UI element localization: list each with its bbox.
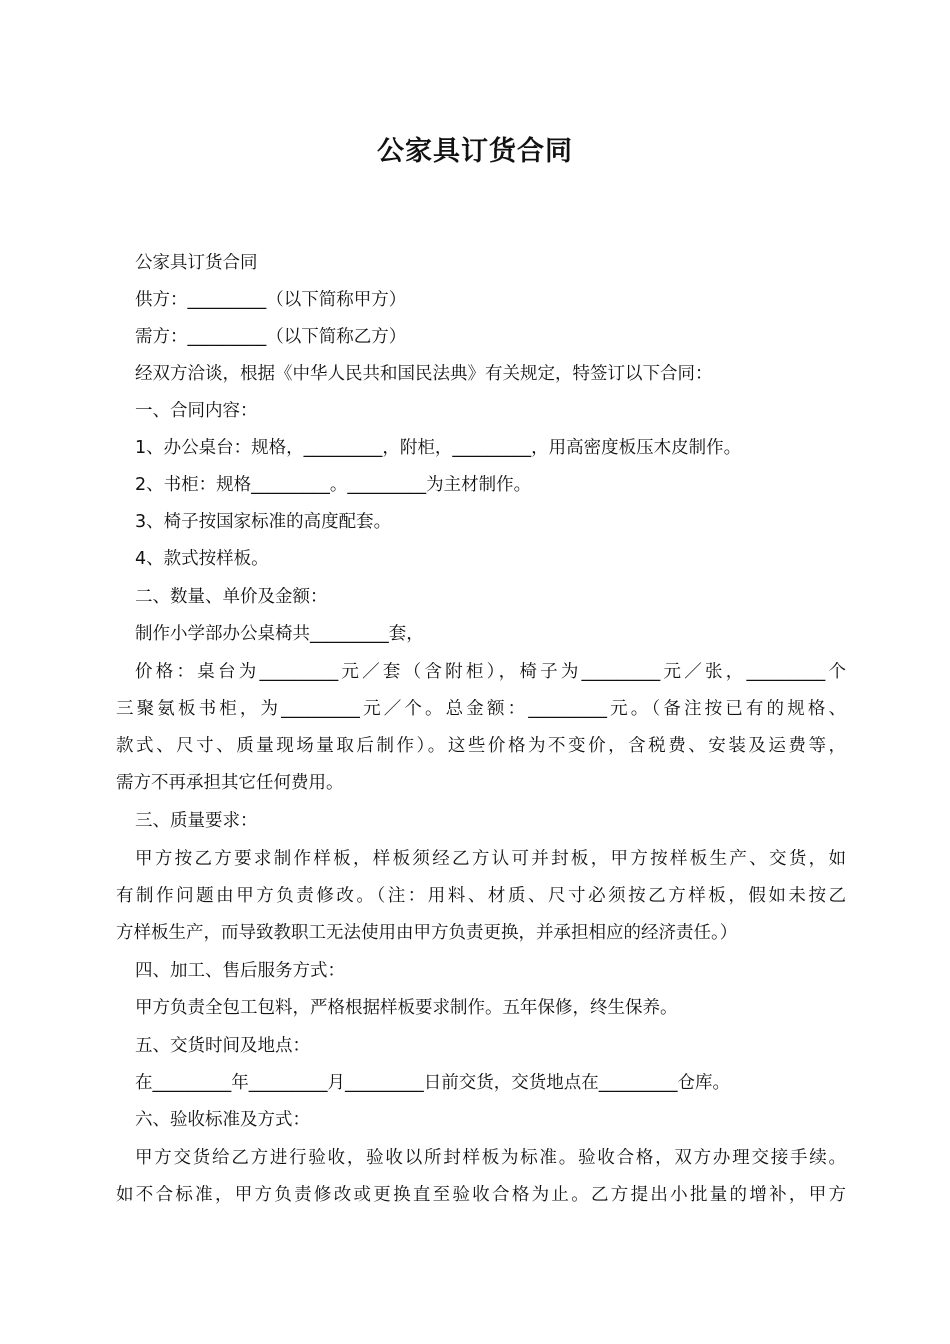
acceptance-line-1: 甲方交货给乙方进行验收，验收以所封样板为标准。验收合格，双方办理交接手续。	[135, 1148, 846, 1168]
item-3-chair: 3、椅子按国家标准的高度配套。	[135, 512, 392, 532]
quantity-line: 制作小学部办公桌椅共_________套，	[135, 624, 424, 644]
contract-heading: 公家具订货合同	[135, 253, 258, 273]
supplier-line: 供方：_________（以下简称甲方）	[135, 290, 407, 310]
section-2-heading: 二、数量、单价及金额：	[135, 587, 328, 607]
section-5-heading: 五、交货时间及地点：	[135, 1036, 310, 1056]
service-line: 甲方负责全包工包料，严格根据样板要求制作。五年保修，终生保养。	[135, 998, 678, 1018]
section-3-heading: 三、质量要求：	[135, 811, 258, 831]
section-6-heading: 六、验收标准及方式：	[135, 1110, 310, 1130]
item-2-bookcase: 2、书柜：规格_________。_________为主材制作。	[135, 475, 532, 495]
document-title: 公家具订货合同	[377, 136, 573, 167]
item-1-desk: 1、办公桌台：规格，_________，附柜，_________，用高密度板压木皮制作。	[135, 438, 742, 458]
delivery-line: 在_________年_________月_________日前交货，交货地点在_________仓库。	[135, 1073, 730, 1093]
item-4-style: 4、款式按样板。	[135, 549, 269, 569]
price-line-3: 款式、尺寸、质量现场量取后制作）。这些价格为不变价，含税费、安装及运费等，	[116, 736, 846, 756]
preamble-line: 经双方洽谈，根据《中华人民共和国民法典》有关规定，特签订以下合同：	[135, 364, 713, 384]
price-line-2: 三聚氨板书柜，为_________元／个。总金额：_________元。（备注按已有的规格、	[116, 699, 846, 719]
section-4-heading: 四、加工、售后服务方式：	[135, 961, 345, 981]
price-line-4: 需方不再承担其它任何费用。	[116, 773, 344, 793]
quality-line-1: 甲方按乙方要求制作样板，样板须经乙方认可并封板，甲方按样板生产、交货，如	[135, 849, 846, 869]
acceptance-line-2: 如不合标准，甲方负责修改或更换直至验收合格为止。乙方提出小批量的增补，甲方	[116, 1185, 846, 1205]
buyer-line: 需方：_________（以下简称乙方）	[135, 327, 407, 347]
quality-line-3: 方样板生产，而导致教职工无法使用由甲方负责更换，并承担相应的经济责任。）	[116, 923, 738, 943]
section-1-heading: 一、合同内容：	[135, 401, 258, 421]
price-line-1: 价格：桌台为_________元／套（含附柜），椅子为_________元／张，_________个	[135, 662, 846, 682]
quality-line-2: 有制作问题由甲方负责修改。（注：用料、材质、尺寸必须按乙方样板，假如未按乙	[116, 886, 846, 906]
